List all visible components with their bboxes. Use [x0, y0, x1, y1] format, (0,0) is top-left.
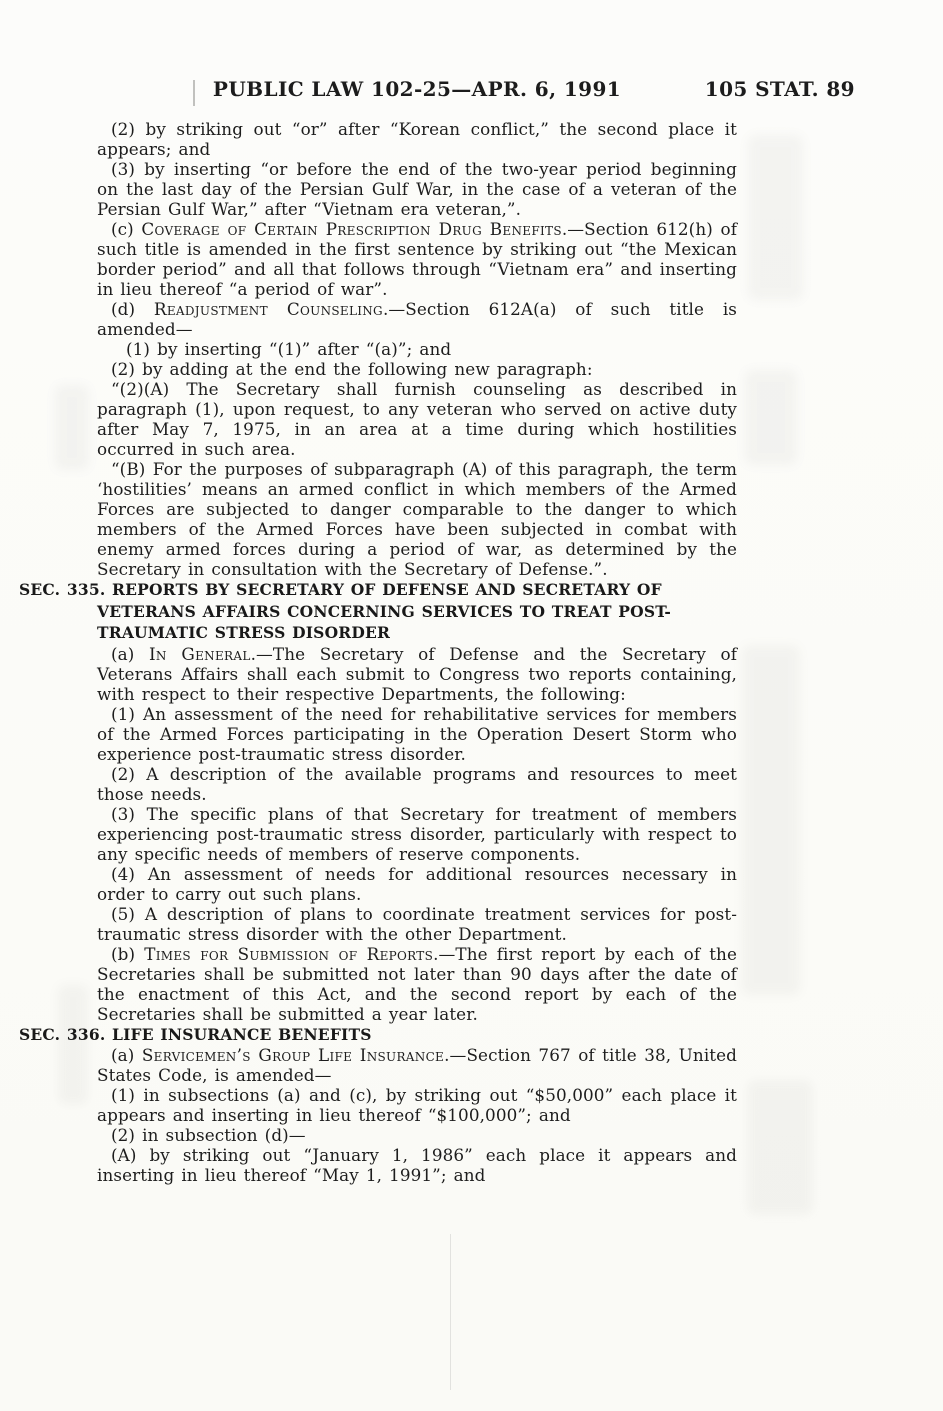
- clause-b3: [97, 159, 737, 219]
- statute-text: (1) in subsections (a) and (c), by striking out “$50,000” each place it appears and inserting in lieu thereof “$100,000”; and: [97, 1085, 737, 1125]
- statute-text: (a): [111, 643, 149, 664]
- item-335a2: [97, 764, 737, 804]
- statute-text: (2) by striking out “or” after “Korean conflict,” the second place it appears; and: [97, 119, 737, 159]
- scan-bleedthrough-smudge: [55, 385, 89, 470]
- statute-text: (1) by inserting “(1)” after “(a)”; and: [126, 339, 452, 359]
- item-335a3: [97, 804, 737, 864]
- statute-text: (d): [111, 299, 154, 319]
- scan-artifact-crease: [450, 1234, 451, 1390]
- statute-text: (a): [111, 1045, 142, 1065]
- page-header: [97, 76, 855, 102]
- statute-text: .—The first report by each of the Secretaries shall be submitted not later than 90 days after the date of the enactment of this Act, and the second report by each of the Secretaries shall be submitted a year later.: [97, 943, 737, 1024]
- statute-text: .—Section 767 of title 38, United States Code, is amended—: [97, 1045, 738, 1085]
- small-caps-phrase: Servicemen’s Group Life Insurance: [141, 1045, 445, 1065]
- running-head-law-title: PUBLIC LAW 102-25—APR. 6, 1991: [212, 77, 622, 101]
- scan-bleedthrough-smudge: [745, 370, 797, 465]
- subsection-336a: [97, 1045, 737, 1085]
- statute-text: (2) in subsection (d)—: [111, 1125, 306, 1145]
- subclause-336a2A: [97, 1145, 737, 1185]
- statute-text: .—Section 612A(a) of such title is amended—: [97, 299, 738, 339]
- item-335a4: [97, 864, 737, 904]
- running-head-stat-number: 105 STAT. 89: [704, 77, 855, 101]
- statute-text: (2) A description of the available programs and resources to meet those needs.: [97, 763, 737, 804]
- scan-bleedthrough-smudge: [742, 645, 800, 995]
- scan-artifact-tick: [193, 80, 195, 106]
- subsection-335b: [97, 944, 737, 1024]
- quoted-paragraph-2A: [97, 379, 737, 459]
- clause-d1: [97, 339, 737, 359]
- small-caps-phrase: Coverage of Certain Prescription Drug Benefits: [141, 219, 562, 239]
- statute-text: “(B) For the purposes of subparagraph (A) of this paragraph, the term ‘hostilities’ means an armed conflict in which members of the Armed Forces are subjected to danger comparable to the danger to which members of the Armed Forces have been subjected in combat with enemy armed forces during a period of war, as determined by the Secretary in consultation with the Secretary of Defense.”.: [97, 459, 737, 579]
- statute-text: (1) An assessment of the need for rehabilitative services for members of the Armed Forces participating in the Operation Desert Storm who experience post-traumatic stress disorder.: [97, 703, 737, 764]
- item-335a5: [97, 904, 737, 944]
- statute-body: [19, 119, 738, 1185]
- quoted-paragraph-2B: [97, 459, 737, 579]
- statute-text: (5) A description of plans to coordinate treatment services for post-traumatic stress disorder with the other Department.: [97, 903, 737, 944]
- scan-bleedthrough-smudge: [747, 1080, 813, 1215]
- clause-d2: [97, 359, 737, 379]
- statute-text: (3) The specific plans of that Secretary for treatment of members experiencing post-traumatic stress disorder, particularly with respect to any specific needs of members of reserve components.: [97, 803, 737, 864]
- clause-b2: [97, 119, 737, 159]
- statute-text: (2) by adding at the end the following new paragraph:: [111, 359, 593, 379]
- statute-text: “(2)(A) The Secretary shall furnish counseling as described in paragraph (1), upon request, to any veteran who served on active duty after May 7, 1975, in an area at a time during which hostilities occurred in such area.: [97, 379, 737, 459]
- scan-bleedthrough-smudge: [58, 985, 88, 1105]
- statute-text: (3) by inserting “or before the end of the two-year period beginning on the last day of the Persian Gulf War, in the case of a veteran of the Persian Gulf War,” after “Vietnam era veteran,”.: [97, 159, 737, 219]
- statute-text: (c): [111, 219, 142, 239]
- scan-bleedthrough-smudge: [748, 135, 803, 300]
- small-caps-phrase: Readjustment Counseling: [153, 299, 383, 319]
- subsection-d: [97, 299, 737, 339]
- statute-text: (4) An assessment of needs for additional resources necessary in order to carry out such plans.: [97, 863, 737, 904]
- subsection-335a: [97, 644, 737, 704]
- statute-text: .—The Secretary of Defense and the Secretary of Veterans Affairs shall each submit to Congress two reports containing, with respect to their respective Departments, the following:: [97, 643, 737, 704]
- subsection-c: [97, 219, 737, 299]
- section-335-heading: SEC. 335. REPORTS BY SECRETARY OF DEFENSE AND SECRETARY OF VETERANS AFFAIRS CONCERNING SERVICES TO TREAT POST- TRAUMATIC STRESS DISORDER: [19, 580, 672, 642]
- statute-text: (b): [111, 943, 145, 964]
- section-336-heading: SEC. 336. LIFE INSURANCE BENEFITS: [19, 1024, 372, 1044]
- clause-336a1: [97, 1085, 737, 1125]
- statute-text: .—Section 612(h) of such title is amended in the first sentence by striking out “the Mexican border period” and all that follows through “Vietnam era” and inserting in lieu thereof “a period of war”.: [97, 219, 738, 299]
- clause-336a2: [97, 1125, 737, 1145]
- small-caps-phrase: In General: [148, 643, 251, 664]
- small-caps-phrase: Times for Submission of Reports: [144, 943, 434, 964]
- item-335a1: [97, 704, 737, 764]
- statute-text: (A) by striking out “January 1, 1986” each place it appears and inserting in lieu thereof “May 1, 1991”; and: [97, 1145, 737, 1185]
